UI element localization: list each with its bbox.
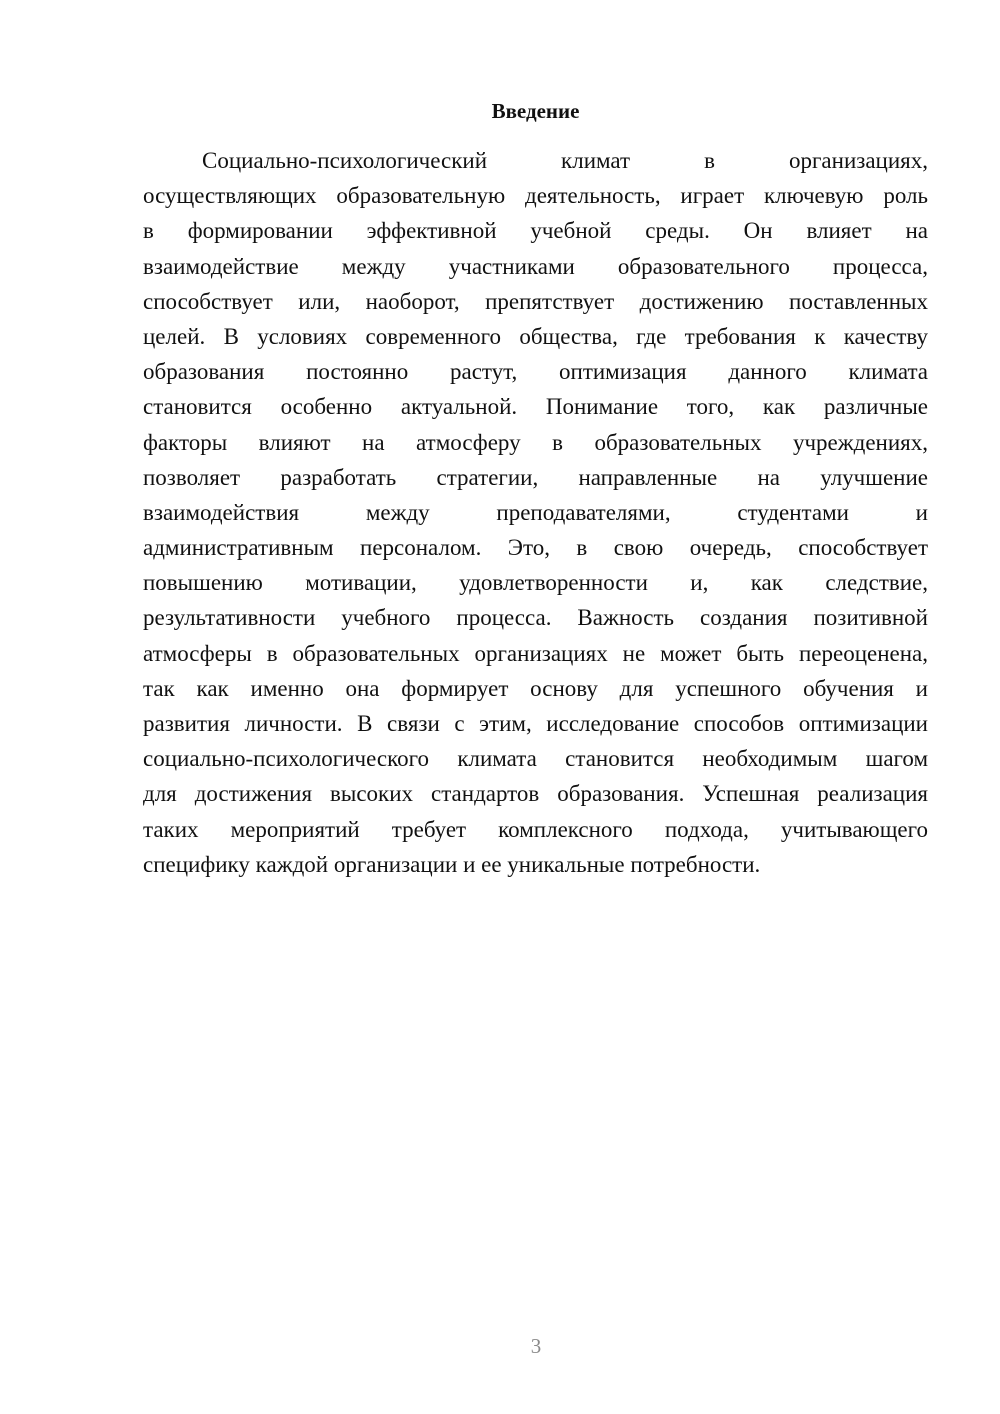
paragraph-line: таких мероприятий требует комплексного подхода, учитывающего	[143, 816, 928, 842]
paragraph-line: так как именно она формирует основу для успешного обучения и	[143, 675, 928, 701]
paragraph-line: осуществляющих образовательную деятельность, играет ключевую роль	[143, 183, 928, 209]
paragraph-line: результативности учебного процесса. Важность создания позитивной	[143, 605, 928, 631]
page-number: 3	[530, 1334, 542, 1358]
paragraph-line: способствует или, наоборот, препятствует достижению поставленных	[143, 288, 928, 314]
paragraph-line: административным персоналом. Это, в свою очередь, способствует	[143, 535, 928, 561]
paragraph-line: специфику каждой организации и ее уникальные потребности.	[143, 851, 761, 877]
paragraph-line: в формировании эффективной учебной среды. Он влияет на	[143, 218, 928, 244]
paragraph-line: позволяет разработать стратегии, направленные на улучшение	[143, 464, 928, 490]
paragraph-line: взаимодействия между преподавателями, студентами и	[143, 499, 928, 525]
paragraph-line: атмосферы в образовательных организациях не может быть переоценена,	[143, 640, 928, 666]
introduction-paragraph	[143, 143, 928, 882]
section-heading: Введение	[491, 99, 580, 123]
paragraph-line: образования постоянно растут, оптимизация данного климата	[143, 359, 928, 385]
paragraph-line: целей. В условиях современного общества, где требования к качеству	[143, 323, 928, 349]
paragraph-line: факторы влияют на атмосферу в образовательных учреждениях,	[143, 429, 928, 455]
paragraph-line: развития личности. В связи с этим, исследование способов оптимизации	[143, 711, 928, 736]
paragraph-line: становится особенно актуальной. Понимание того, как различные	[143, 394, 928, 420]
paragraph-line: социально-психологического климата становится необходимым шагом	[143, 746, 928, 772]
paragraph-line: повышению мотивации, удовлетворенности и, как следствие,	[143, 570, 928, 596]
paragraph-line: Социально-психологический климат в организациях,	[202, 148, 928, 173]
paragraph-line: взаимодействие между участниками образовательного процесса,	[143, 253, 928, 279]
paragraph-line: для достижения высоких стандартов образования. Успешная реализация	[143, 781, 928, 807]
